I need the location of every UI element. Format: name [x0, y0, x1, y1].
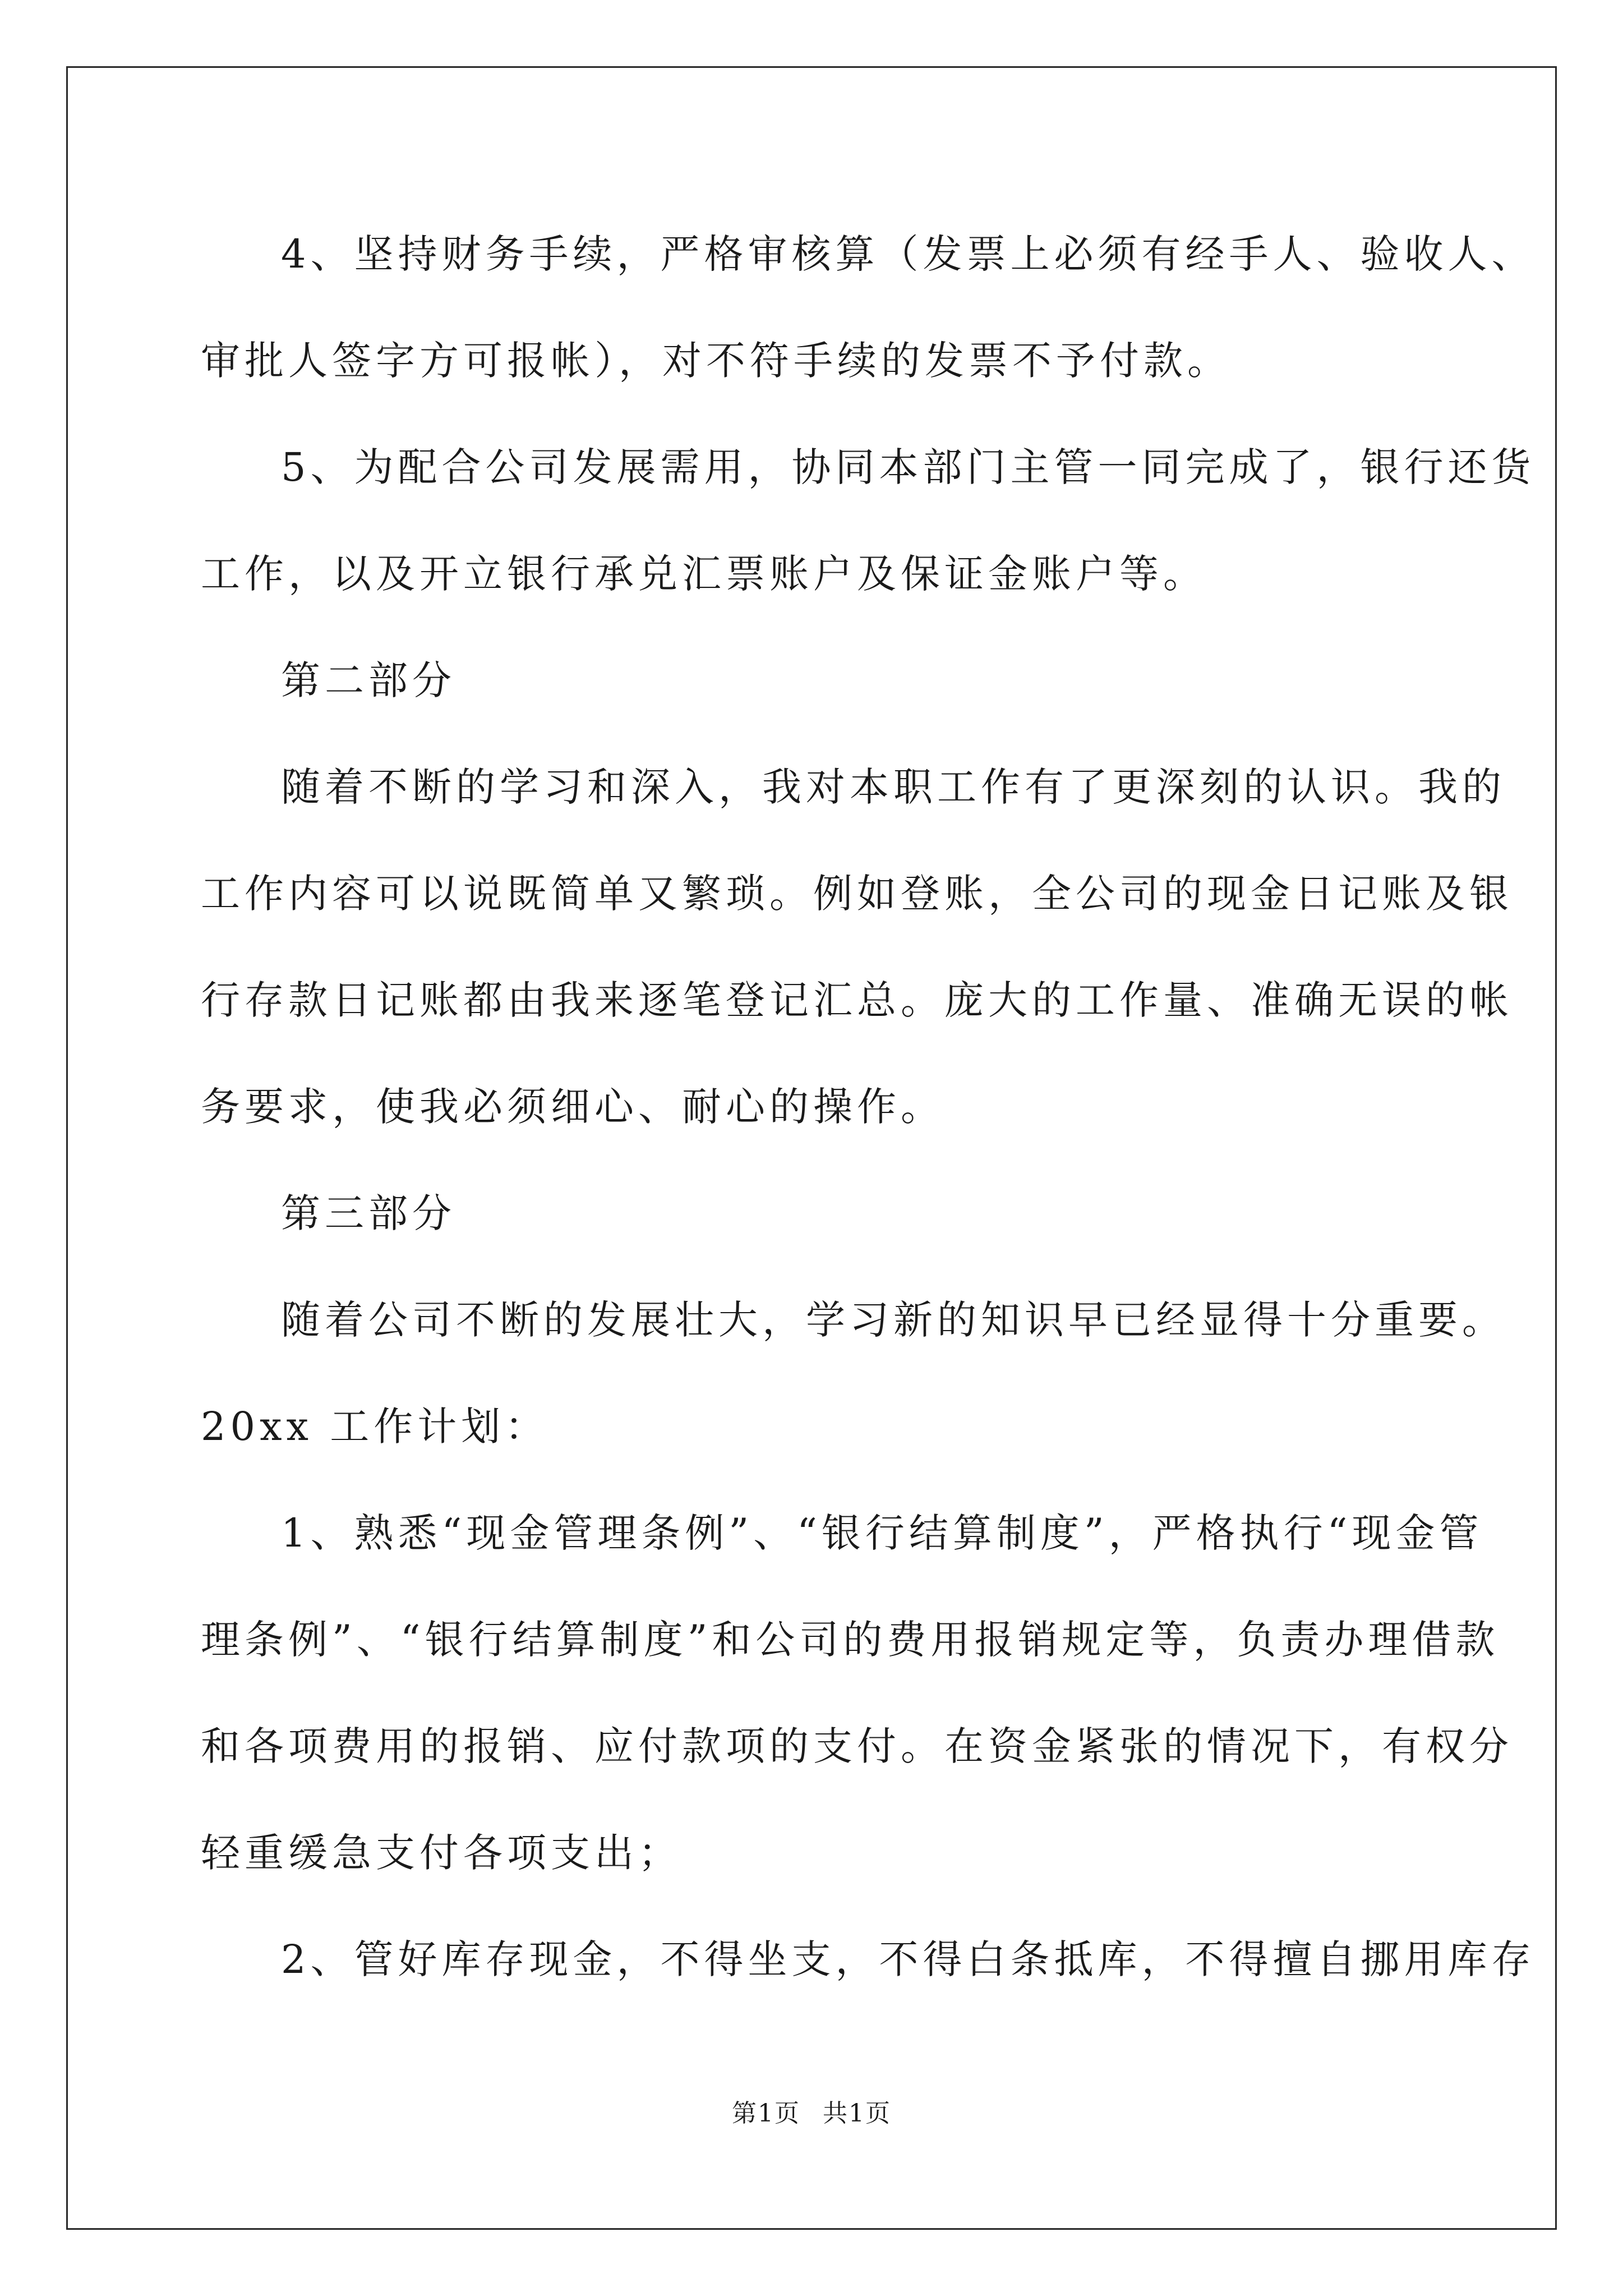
paragraph-line: 随着公司不断的发展壮大，学习新的知识早已经显得十分重要。: [281, 1297, 1506, 1343]
page-total: 共1页: [823, 2099, 891, 2128]
section-heading: 第三部分: [281, 1190, 456, 1236]
page-footer: [0, 2097, 1623, 2131]
paragraph-line: 5、为配合公司发展需用，协同本部门主管一同完成了，银行还货: [281, 444, 1536, 490]
section-heading: 第二部分: [281, 657, 456, 703]
paragraph-line: 随着不断的学习和深入，我对本职工作有了更深刻的认识。我的: [281, 764, 1506, 810]
paragraph-line: 务要求，使我必须细心、耐心的操作。: [201, 1084, 944, 1130]
paragraph-line: 20xx 工作计划：: [201, 1404, 549, 1450]
paragraph-line: 2、管好库存现金，不得坐支，不得白条抵库，不得擅自挪用库存: [281, 1936, 1536, 1982]
page-border: [66, 66, 1557, 2230]
paragraph-line: 工作，以及开立银行承兑汇票账户及保证金账户等。: [201, 551, 1207, 597]
paragraph-line: 理条例”、“银行结算制度”和公司的费用报销规定等，负责办理借款: [201, 1617, 1500, 1663]
paragraph-line: 轻重缓急支付各项支出；: [201, 1830, 682, 1876]
paragraph-line: 4、坚持财务手续，严格审核算（发票上必须有经手人、验收人、: [281, 231, 1536, 277]
paragraph-line: 和各项费用的报销、应付款项的支付。在资金紧张的情况下，有权分: [201, 1723, 1513, 1769]
paragraph-line: 工作内容可以说既简单又繁琐。例如登账，全公司的现金日记账及银: [201, 871, 1513, 917]
page-number: 第1页: [732, 2099, 800, 2128]
paragraph-line: 审批人签字方可报帐），对不符手续的发票不予付款。: [201, 338, 1231, 384]
paragraph-line: 行存款日记账都由我来逐笔登记汇总。庞大的工作量、准确无误的帐: [201, 977, 1513, 1023]
paragraph-line: 1、熟悉“现金管理条例”、“银行结算制度”，严格执行“现金管: [281, 1510, 1483, 1556]
